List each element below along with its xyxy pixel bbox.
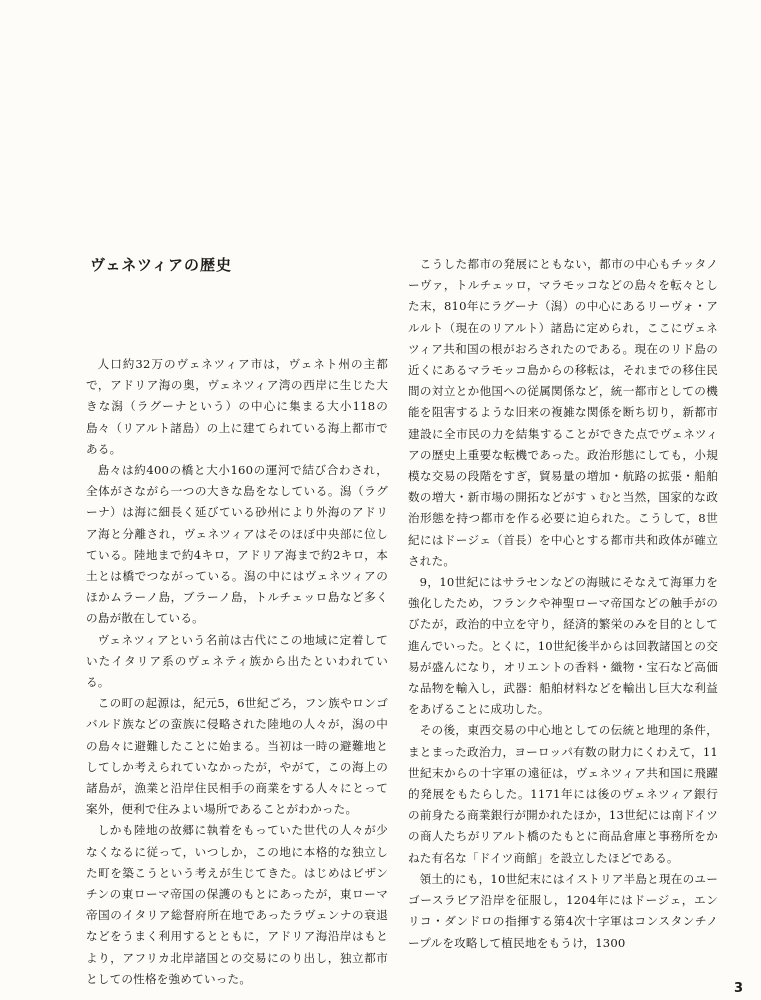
left-column xyxy=(86,254,388,990)
article-title: ヴェネツィアの歴史 xyxy=(90,256,233,274)
paragraph: しかも陸地の故郷に執着をもっていた世代の人々が少なくなるに従って，いつしか，この地に本格的な独立した町を築こうという考えが生じてきた。はじめはビザンチンの東ローマ帝国の保護のもとにあったが，東ローマ帝国のイタリア総督府所在地であったラヴェンナの衰退などをうまく利用するとともに，アドリア海沿岸はもとより，アフリカ北岸諸国との交易にのり出し，独立都市としての性格を強めていった。 xyxy=(86,823,388,986)
paragraph: ヴェネツィアという名前は古代にこの地域に定着していたイタリア系のヴェネティ族から出たといわれている。 xyxy=(86,632,388,690)
paragraph: 9，10世紀にはサラセンなどの海賊にそなえて海軍力を強化したため，フランクや神聖ローマ帝国などの触手がのびたが，政治的中立を守り，経済的繁栄のみを目的として進んでいった。とくに，10世紀後半からは回教諸国との交易が盛んになり，オリエントの香料・織物・宝石など高価な品物を輸入し，武器：船舶材料などを輸出し巨大な利益をあげることに成功した。 xyxy=(408,575,718,717)
paragraph: この町の起源は，紀元5，6世紀ごろ，フン族やロンゴバルド族などの蛮族に侵略された陸地の人々が，潟の中の島々に避難したことに始まる。当初は一時の避難地としてしか考えられていなかったが，やがて，この海上の諸島が，漁業と沿岸住民相手の商業をする人々にとって案外，便利で住みよい場所であることがわかった。 xyxy=(86,696,388,817)
paragraph: こうした都市の発展にともない，都市の中心もチッタノーヴァ，トルチェッロ，マラモッコなどの島々を転々とした末，810年にラグーナ（潟）の中心にあるリーヴォ・アルルト（現在のリアルト）諸島に定められ，ここにヴェネツィア共和国の根がおろされたのである。現在のリド島の近くにあるマラモッコ島からの移転は，それまでの移住民間の対立とか他国への従属関係など，統一都市としての機能を阻害するような旧来の複雑な関係を断ち切り，新都市建設に全市民の力を結集することができた点でヴェネツィアの歴史上重要な転機であった。政治形態にしても，小規模な交易の段階をすぎ，貿易量の増加・航路の拡張・船舶数の増大・新市場の開拓などがすゝむと当然，国家的な政治形態を持つ都市を作る必要に迫られた。こうして，8世紀にはドージェ（首長）を中心とする都市共和政体が確立された。 xyxy=(408,257,718,568)
paragraph: 島々は約400の橋と大小160の運河で結び合わされ，全体がさながら一つの大きな島をなしている。潟（ラグーナ）は海に細長く延びている砂州により外海のアドリア海と分離され，ヴェネツィアはそのほぼ中央部に位している。陸地まで約4キロ，アドリア海まで約2キロ，本土とは橋でつながっている。潟の中にはヴェネツィアのほかムラーノ島，ブラーノ島，トルチェッロ島など多くの島が散在している。 xyxy=(86,463,388,626)
paragraph: その後，東西交易の中心地としての伝統と地理的条件，まとまった政治力，ヨーロッパ有数の財力にくわえて，11世紀末からの十字軍の遠征は，ヴェネツィア共和国に飛躍的発展をもたらした。1171年には後のヴェネツィア銀行の前身たる商業銀行が開かれたほか，13世紀には南ドイツの商人たちがリアルト橋のたもとに商品倉庫と事務所をかねた有名な「ドイツ商館」を設立したほどである。 xyxy=(408,723,718,865)
paragraph: 人口約32万のヴェネツィア市は，ヴェネト州の主都で，アドリア海の奥，ヴェネツィア湾の西岸に生じた大きな潟（ラグーナという）の中心に集まる大小118の島々（リアルト諸島）の上に建てられている海上都市である。 xyxy=(86,357,388,456)
page-number: 3 xyxy=(733,981,743,996)
paragraph: 領土的にも，10世紀末にはイストリア半島と現在のユーゴースラビア沿岸を征服し，1204年にはドージェ，エンリコ・ダンドロの指揮する第4次十字軍はコンスタンチノープルを攻略して植民地をもうけ，1300 xyxy=(408,871,718,950)
right-column xyxy=(408,254,718,954)
